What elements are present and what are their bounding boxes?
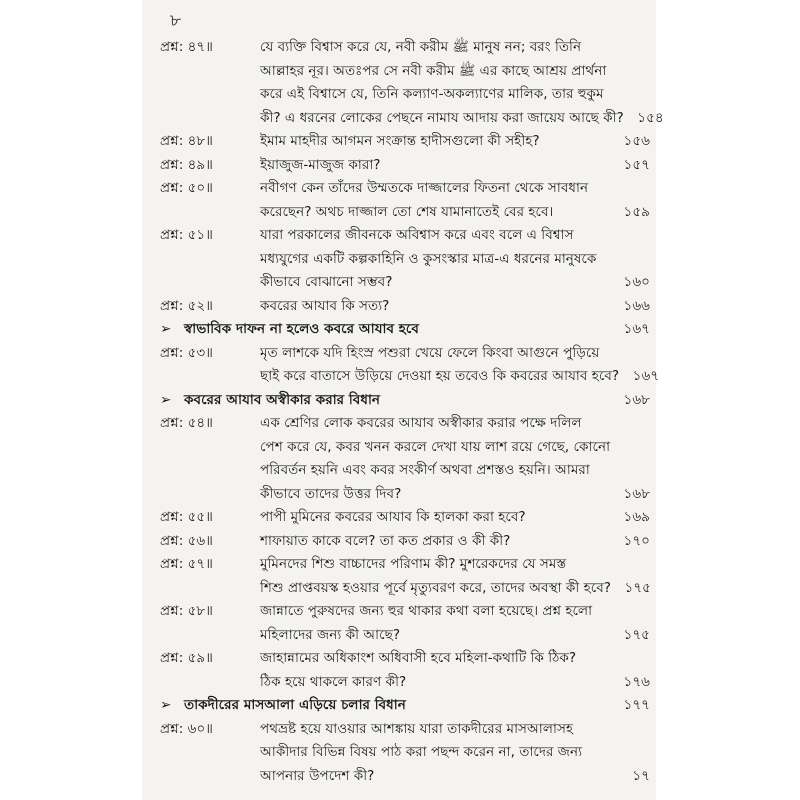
question-entry [160, 295, 650, 319]
question-label: প্রশ্ন: ৫৫॥ [160, 509, 213, 525]
question-label: প্রশ্ন: ৫৭॥ [160, 556, 213, 572]
question-label: প্রশ্ন: ৫৮॥ [160, 603, 213, 619]
question-line: যে ব্যক্তি বিশ্বাস করে যে, নবী করীম ﷺ মানুষ নন; বরং তিনি [260, 39, 582, 55]
section-heading-text: কবরের আযাব অস্বীকার করার বিধান [184, 391, 381, 408]
question-line: শাফায়াত কাকে বলে? তা কত প্রকার ও কী কী? [260, 532, 511, 549]
question-line: পাপী মুমিনের কবরের আযাব কি হালকা করা হবে? [260, 509, 526, 525]
question-line: ইমাম মাহদীর আগমন সংক্রান্ত হাদীসগুলো কী সহীহ? [260, 133, 540, 149]
question-entry [160, 342, 660, 389]
question-line: জাহান্নামের অধিকাংশ অধিবাসী হবে মহিলা-কথাটি কি ঠিক? [260, 650, 577, 666]
question-label: প্রশ্ন: ৫০॥ [160, 180, 213, 196]
question-line: কবরের আযাব কি সত্য? [260, 297, 390, 314]
question-label: প্রশ্ন: ৬০॥ [160, 720, 213, 737]
question-line: করে এই বিশ্বাসে যে, তিনি কল্যাণ-অকল্যাণের মালিক, তার হুকুম [260, 86, 604, 102]
page-reference: ১৫৬ [623, 133, 650, 149]
question-text [260, 130, 614, 154]
question-line: ইয়াজুজ-মাজুজ কারা? [260, 156, 381, 173]
question-text [260, 295, 614, 319]
page-reference: ১৭৬ [623, 673, 650, 690]
page-reference: ১৭৫ [623, 626, 650, 643]
table-of-contents [160, 36, 664, 788]
question-text [260, 36, 628, 130]
question-text [260, 553, 615, 600]
question-entry [160, 600, 650, 647]
page-reference: ১৬৯ [623, 509, 650, 525]
question-entry [160, 224, 650, 295]
question-label: প্রশ্ন: ৫২॥ [160, 297, 213, 314]
section-heading-text: স্বাভাবিক দাফন না হলেও কবরে আযাব হবে [184, 321, 419, 337]
question-line: শিশু প্রাপ্তবয়স্ক হওয়ার পূর্বে মৃত্যুবরণ করে, তাদের অবস্থা কী হবে? [260, 579, 611, 596]
question-entry [160, 647, 650, 694]
question-entry [160, 530, 650, 554]
question-line: মুমিনদের শিশু বাচ্চাদের পরিণাম কী? মুশরেকদের যে সমস্ত [260, 556, 567, 572]
question-line: যারা পরকালের জীবনকে অবিশ্বাস করে এবং বলে এ বিশ্বাস [260, 227, 574, 243]
question-text [260, 718, 614, 789]
section-heading [160, 694, 650, 718]
question-text [260, 506, 614, 530]
question-line: এক শ্রেণির লোক কবরের আযাব অস্বীকার করার পক্ষে দলিল [260, 415, 582, 431]
question-line: কীভাবে তাদের উত্তর দিব? [260, 485, 402, 502]
page-reference: ১৬৮ [623, 485, 651, 502]
question-text [260, 530, 614, 554]
question-entry [160, 412, 650, 506]
question-line: ছাই করে বাতাসে উড়িয়ে দেওয়া হয় তবেও কি কবরের আযাব হবে? [260, 368, 620, 384]
page-reference: ১৭ [632, 767, 650, 784]
page-reference: ১৭০ [623, 532, 650, 549]
question-entry [160, 553, 650, 600]
page-reference: ১৬৭ [623, 321, 650, 337]
page-reference: ১৬৭ [632, 368, 660, 384]
question-label: প্রশ্ন: ৫৬॥ [160, 532, 213, 549]
question-line: আল্লাহর নূর। অতঃপর সে নবী করীম ﷺ এর কাছে আশ্রয় প্রার্থনা [260, 62, 607, 79]
question-label: প্রশ্ন: ৫১॥ [160, 227, 213, 243]
page-reference: ১৫৯ [623, 203, 650, 220]
page-reference: ১৬৮ [623, 391, 650, 408]
page-reference: ১৫৭ [623, 156, 650, 173]
question-label: প্রশ্ন: ৪৯॥ [160, 156, 213, 173]
arrow-bullet-icon: ➢ [160, 321, 172, 337]
question-line: মধ্যযুগের একটি কল্পকাহিনি ও কুসংস্কার মাত্র-এ ধরনের মানুষকে [260, 250, 597, 267]
question-entry [160, 154, 650, 178]
question-line: জান্নাতে পুরুষদের জন্য হুর থাকার কথা বলা হয়েছে। প্রশ্ন হলো [260, 603, 593, 619]
question-line: মহিলাদের জন্য কী আছে? [260, 626, 401, 643]
question-text [260, 647, 614, 694]
question-text [260, 342, 623, 389]
question-line: পেশ করে যে, কবর খনন করলে দেখা যায় লাশ রয়ে গেছে, কোনো [260, 438, 611, 455]
question-label: প্রশ্ন: ৫৯॥ [160, 650, 213, 666]
question-text [260, 224, 614, 295]
question-line: করেছেন? অথচ দাজ্জাল তো শেষ যামানাতেই বের হবে। [260, 203, 554, 220]
question-text [260, 177, 614, 224]
arrow-bullet-icon: ➢ [160, 391, 172, 408]
question-entry [160, 506, 650, 530]
page-number: ৮ [170, 11, 182, 31]
page-reference: ১৭৭ [623, 697, 650, 713]
question-line: মৃত লাশকে যদি হিংস্র পশুরা খেয়ে ফেলে কিংবা আগুনে পুড়িয়ে [260, 344, 600, 361]
page-reference: ১৬৬ [623, 297, 650, 314]
question-line: আপনার উপদেশ কী? [260, 767, 375, 784]
question-entry [160, 130, 650, 154]
question-label: প্রশ্ন: ৪৮॥ [160, 133, 213, 149]
question-line: কীভাবে বোঝানো সম্ভব? [260, 274, 393, 290]
question-text [260, 154, 614, 178]
question-line: কী? এ ধরনের লোকের পেছনে নামায আদায় করা জায়েয আছে কী? [260, 109, 624, 126]
page-reference: ১৬০ [623, 274, 650, 290]
arrow-bullet-icon: ➢ [160, 697, 172, 713]
question-text [260, 600, 614, 647]
question-entry [160, 177, 650, 224]
page-reference: ১৫৪ [637, 109, 664, 126]
question-line: নবীগণ কেন তাঁদের উম্মতকে দাজ্জালের ফিতনা থেকে সাবধান [260, 180, 589, 196]
question-text [260, 412, 614, 506]
question-line: আকীদার বিভিন্ন বিষয় পাঠ করা পছন্দ করেন না, তাদের জন্য [260, 744, 583, 760]
question-line: ঠিক হয়ে থাকলে কারণ কী? [260, 673, 407, 690]
question-entry [160, 718, 650, 789]
section-heading-text: তাকদীরের মাসআলা এড়িয়ে চলার বিধান [184, 697, 406, 713]
question-entry [160, 36, 664, 130]
question-label: প্রশ্ন: ৫৪॥ [160, 415, 213, 431]
section-heading [160, 389, 650, 413]
page-reference: ১৭৫ [624, 579, 651, 596]
question-label: প্রশ্ন: ৫৩॥ [160, 344, 213, 361]
question-line: পথভ্রষ্ট হয়ে যাওয়ার আশঙ্কায় যারা তাকদীরের মাসআলাসহ [260, 720, 574, 737]
question-line: পরিবর্তন হয়নি এবং কবর সংকীর্ণ অথবা প্রশস্তও হয়নি। আমরা [260, 462, 590, 478]
question-label: প্রশ্ন: ৪৭॥ [160, 39, 213, 55]
section-heading [160, 318, 650, 342]
